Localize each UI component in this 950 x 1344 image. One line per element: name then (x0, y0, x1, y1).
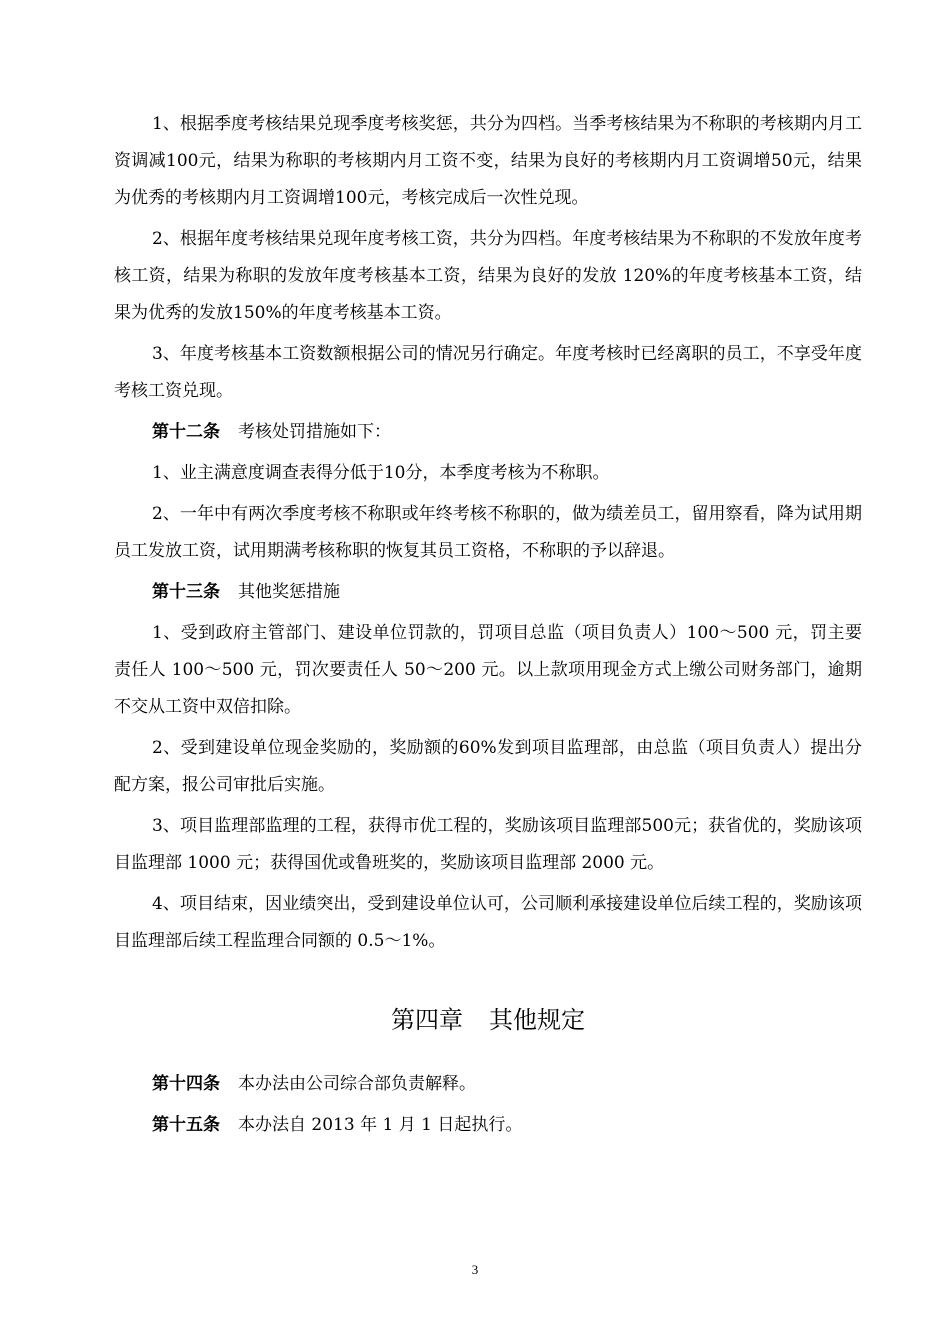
clause-13-item-3: 3、项目监理部监理的工程，获得市优工程的，奖励该项目监理部500元；获省优的，奖励该项目监理部 1000 元；获得国优或鲁班奖的，奖励该项目监理部 2000 元。 (114, 816, 862, 873)
clause-13-item-2: 2、受到建设单位现金奖励的，奖励额的60%发到项目监理部，由总监（项目负责人）提出分配方案，报公司审批后实施。 (114, 738, 862, 795)
article-12-label: 第十二条 (152, 422, 220, 442)
clause-11-item-3: 3、年度考核基本工资数额根据公司的情况另行确定。年度考核时已经离职的员工，不享受年度考核工资兑现。 (114, 344, 862, 401)
article-13-label: 第十三条 (152, 582, 220, 602)
article-14 (114, 1066, 862, 1103)
chapter-4-title: 其他规定 (489, 1006, 585, 1034)
article-13-heading (114, 574, 862, 611)
clause-12-item-2: 2、一年中有两次季度考核不称职或年终考核不称职的，做为绩差员工，留用察看，降为试用期员工发放工资，试用期满考核称职的恢复其员工资格，不称职的予以辞退。 (114, 504, 862, 561)
document-body (114, 106, 862, 1148)
article-15 (114, 1107, 862, 1144)
article-15-text: 本办法自 2013 年 1 月 1 日起执行。 (238, 1115, 523, 1135)
clause-11-item-1: 1、根据季度考核结果兑现季度考核奖惩，共分为四档。当季考核结果为不称职的考核期内月工资调减100元，结果为称职的考核期内月工资不变，结果为良好的考核期内月工资调增50元，结果为优秀的考核期内月工资调增100元，考核完成后一次性兑现。 (114, 114, 862, 208)
clause-11-item-2: 2、根据年度考核结果兑现年度考核工资，共分为四档。年度考核结果为不称职的不发放年度考核工资，结果为称职的发放年度考核基本工资，结果为良好的发放 120%的年度考核基本工资，结果为优秀的发放150%的年度考核基本工资。 (114, 229, 862, 323)
article-15-label: 第十五条 (152, 1115, 220, 1135)
page-number: 3 (471, 1262, 479, 1277)
chapter-4-number: 第四章 (391, 1006, 463, 1034)
article-13-text: 其他奖惩措施 (238, 582, 340, 602)
article-12-text: 考核处罚措施如下： (238, 422, 391, 442)
clause-13-item-1: 1、受到政府主管部门、建设单位罚款的，罚项目总监（项目负责人）100～500 元，罚主要责任人 100～500 元，罚次要责任人 50～200 元。以上款项用现金方式上缴公司财务部门，逾期不交从工资中双倍扣除。 (114, 623, 862, 717)
chapter-4-heading (114, 1000, 862, 1040)
article-14-text: 本办法由公司综合部负责解释。 (238, 1074, 476, 1094)
article-14-label: 第十四条 (152, 1074, 220, 1094)
article-12-heading (114, 414, 862, 451)
clause-13-item-4: 4、项目结束，因业绩突出，受到建设单位认可，公司顺利承接建设单位后续工程的，奖励该项目监理部后续工程监理合同额的 0.5～1%。 (114, 894, 862, 951)
clause-12-item-1: 1、业主满意度调查表得分低于10分，本季度考核为不称职。 (152, 463, 610, 483)
